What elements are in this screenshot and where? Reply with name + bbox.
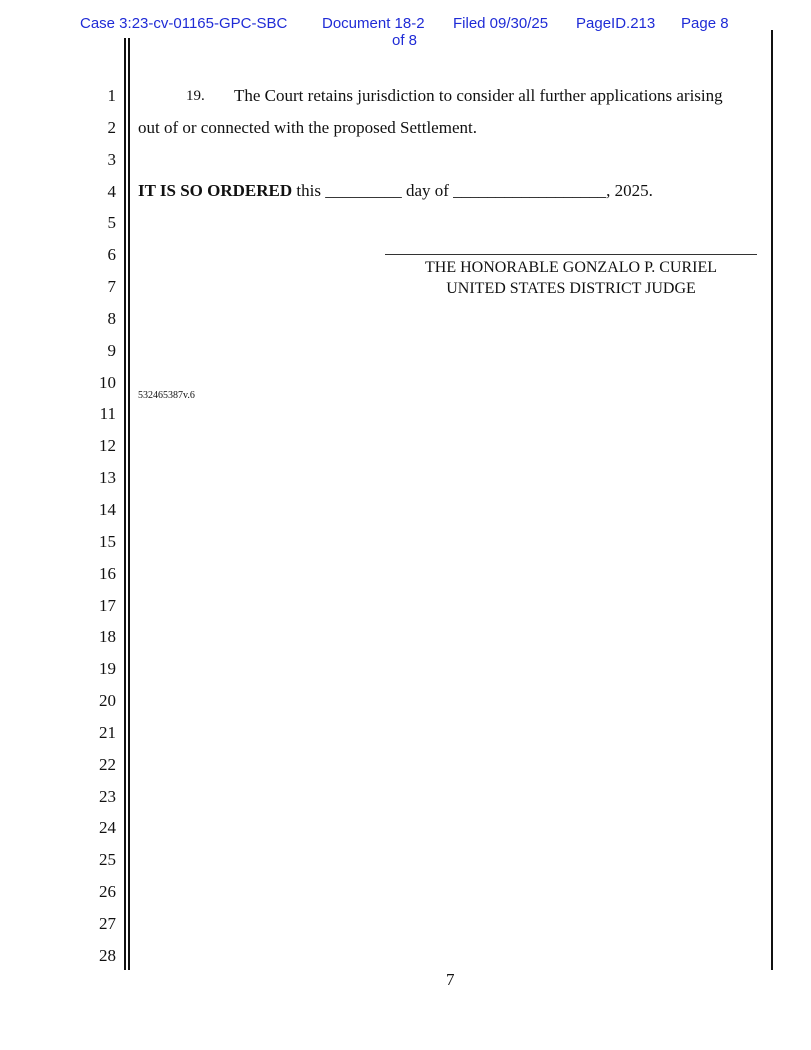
line-number: 26 [99, 882, 116, 902]
line-number: 28 [99, 945, 116, 965]
line-number: 12 [99, 436, 116, 456]
line-number: 8 [107, 308, 116, 328]
case-number-stamp: Case 3:23-cv-01165-GPC-SBC [80, 15, 288, 32]
line-number: 6 [107, 245, 116, 265]
line-number: 14 [99, 499, 116, 519]
line-number: 5 [107, 213, 116, 233]
line-number: 3 [107, 149, 116, 169]
line-number: 2 [107, 117, 116, 137]
pleading-line-numbers [88, 85, 116, 977]
document-number-stamp: Document 18-2 [322, 15, 425, 32]
left-margin-rule-inner [128, 38, 130, 970]
page-total-stamp: of 8 [392, 32, 418, 49]
paragraph-number: 19. [186, 88, 205, 104]
paragraph-text-line-2: out of or connected with the proposed Settlement. [138, 118, 477, 137]
line-number: 15 [99, 531, 116, 551]
line-number: 19 [99, 659, 116, 679]
page-stamp: Page 8 [681, 15, 729, 32]
order-statement [138, 180, 653, 202]
line-number: 1 [107, 86, 116, 105]
order-heading: IT IS SO ORDERED [138, 181, 293, 200]
page-id-stamp: PageID.213 [576, 15, 656, 32]
filed-date-stamp: Filed 09/30/25 [453, 15, 549, 32]
paragraph-text-line-1: The Court retains jurisdiction to consider all further applications arising [234, 86, 723, 105]
line-number: 9 [107, 340, 116, 360]
signature-line [385, 254, 757, 255]
order-date-blanks: this _________ day of __________________, 2025. [292, 181, 653, 200]
line-number: 23 [99, 786, 116, 806]
line-number: 7 [107, 277, 116, 297]
line-number: 20 [99, 691, 116, 711]
right-margin-rule [771, 30, 773, 970]
line-number: 24 [99, 818, 116, 838]
line-number: 16 [99, 563, 116, 583]
line-number: 4 [107, 181, 116, 201]
line-number: 10 [99, 372, 116, 392]
line-number: 25 [99, 850, 116, 870]
line-number: 17 [99, 595, 116, 615]
line-number: 22 [99, 754, 116, 774]
line-number: 21 [99, 722, 116, 742]
judge-title: UNITED STATES DISTRICT JUDGE [446, 280, 696, 297]
line-number: 18 [99, 627, 116, 647]
page-number: 7 [446, 970, 455, 989]
document-id: 532465387v.6 [138, 390, 195, 401]
line-number: 13 [99, 468, 116, 488]
line-number: 11 [99, 404, 116, 424]
line-number: 27 [99, 913, 116, 933]
judge-name: THE HONORABLE GONZALO P. CURIEL [425, 259, 717, 276]
left-margin-rule-outer [124, 38, 126, 970]
